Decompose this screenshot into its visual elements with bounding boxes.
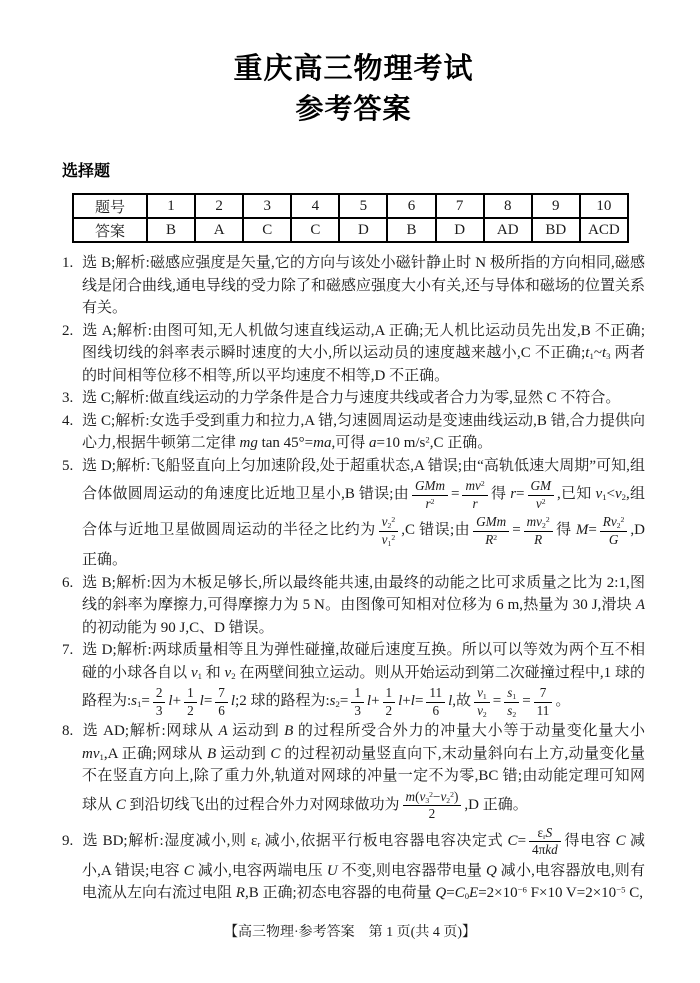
table-cell: 8 <box>484 194 532 218</box>
explanation-item <box>62 824 645 905</box>
explanation-item <box>62 455 645 572</box>
item-text: 选 D;解析:飞船竖直向上匀加速阶段,处于超重状态,A 错误;由“高轨低速大周期”可知,组合体做圆周运动的角速度比近地卫星小,B 错误;由 $\frac{\text{GMm}}{r^2}$ = $\frac{mv^2}{r}$ 得 r= $\frac{GM}{v^2}$ ,已知 $v_1<v_2$,组合体与近地卫星做圆周运动的半径之比约为 $\frac{v_2^2}{v_1^2}$ ,C 错误;由 $\frac{\text{GMm}}{R^2}$ = $\frac{mv_2^2}{R}$ 得 M= $\frac{Rv_2^2}{G}$ ,D 正确。 <box>82 457 645 568</box>
table-cell: 1 <box>147 194 195 218</box>
table-cell: D <box>339 218 387 242</box>
table-cell: A <box>195 218 243 242</box>
item-number: 9. <box>62 832 74 849</box>
answer-table-answer-row <box>73 218 628 242</box>
section-heading: 选择题 <box>62 163 111 180</box>
item-number: 3. <box>62 390 74 406</box>
explanation-item <box>62 320 645 388</box>
item-text: 选 D;解析:两球质量相等且为弹性碰撞,故碰后速度互换。所以可以等效为两个互不相碰的小球各自以 $v_1$ 和 $v_2$ 在两壁间独立运动。则从开始运动到第二次碰撞过程中,1 球的路程为$:s_1=$ $\frac{2}{3}$ l+ $\frac{1}{2}$ l= $\frac{7}{6}$ l;2 球的路程为$:s_2=$ $\frac{1}{3}$ l+ $\frac{1}{2}$ l+l= $\frac{11}{6}$ l,故 $\frac{v_1}{v_2}$ = $\frac{s_1}{s_2}$ = $\frac{7}{11}$ 。 <box>82 642 645 719</box>
table-cell: 3 <box>243 194 291 218</box>
item-number: 6. <box>62 574 74 591</box>
page-footer: 【高三物理·参考答案 第 1 页(共 4 页)】 <box>224 925 476 940</box>
page-title: 重庆高三物理考试 <box>233 53 474 85</box>
table-cell: 6 <box>387 194 435 218</box>
item-number: 7. <box>62 642 74 658</box>
item-text: 选 B;解析:磁感应强度是矢量,它的方向与该处小磁针静止时 N 极所指的方向相同,磁感线是闭合曲线,通电导线的受力除了和磁感应强度大小有关,还与导体和磁场的位置关系有关。 <box>82 255 645 316</box>
item-text: 选 AD;解析:网球从 A 运动到 B 的过程所受合外力的冲量大小等于动量变化量大小 $mv_1,A$ 正确;网球从 B 运动到 C 的过程初动量竖直向下,末动量斜向右上方,动量变化量不在竖直方向上,除了重力外,轨道对网球的冲量一定不为零,BC 错;由动能定理可知网球从 C 到沿切线飞出的过程合外力对网球做功为 $\frac{m(v_3^2-v_2^2)}{2}$ ,D 正确。 <box>82 723 645 821</box>
table-cell: D <box>436 218 484 242</box>
item-text: 选 A;解析:由图可知,无人机做匀速直线运动,A 正确;无人机比运动员先出发,B 不正确;图线切线的斜率表示瞬时速度的大小,所以运动员的速度越来越小,C 不正确$;t_1\sim t_3$ 两者的时间相等位移不相等,所以平均速度不相等,D 不正确。 <box>82 322 645 384</box>
item-number: 5. <box>62 457 74 474</box>
explanation-item <box>62 252 645 320</box>
item-number: 2. <box>62 322 74 339</box>
explanation-item <box>62 572 645 640</box>
table-cell: AD <box>484 218 532 242</box>
page-subtitle: 参考答案 <box>295 93 412 124</box>
table-cell: 答案 <box>73 218 147 242</box>
table-cell: 题号 <box>73 194 147 218</box>
table-cell: 10 <box>580 194 628 218</box>
answer-table <box>72 193 629 243</box>
table-cell: B <box>147 218 195 242</box>
explanation-item <box>62 410 645 455</box>
explanation-list <box>62 252 645 905</box>
table-cell: BD <box>532 218 580 242</box>
answer-table-question-row <box>73 194 628 218</box>
item-text: 选 C;解析:做直线运动的力学条件是合力与速度共线或者合力为零,显然 C 不符合。 <box>82 390 621 406</box>
item-number: 1. <box>62 255 74 271</box>
item-number: 4. <box>62 412 74 429</box>
table-cell: ACD <box>580 218 628 242</box>
explanation-item <box>62 387 645 410</box>
table-cell: 7 <box>436 194 484 218</box>
table-cell: 2 <box>195 194 243 218</box>
explanation-item <box>62 720 645 824</box>
explanation-item <box>62 639 645 720</box>
table-cell: 9 <box>532 194 580 218</box>
table-cell: B <box>387 218 435 242</box>
item-text: 选 B;解析:因为木板足够长,所以最终能共速,由最终的动能之比可求质量之比为 2:1,图线的斜率为摩擦力,可得摩擦力为 5 N。由图像可知相对位移为 6 m,热量为 30 J,滑块 A 的初动能为 90 J,C、D 错误。 <box>82 574 645 636</box>
item-text: 选 BD;解析:湿度减小,则 $\varepsilon_r$ 减小,依据平行板电容器电容决定式 C= $\frac{\varepsilon_rS}{\text{4πkd}}$ 得电容 C 减小,A 错误;电容 C 减小,电容两端电压 U 不变,则电容器带电量 Q 减小,电容器放电,则有电流从左向右流过电阻 R,B 正确;初态电容器的电荷量 $Q=C_0E=2\times 10^{-6}$ F×10 $V=2\times 10^{-5}$ C, <box>82 824 645 902</box>
item-number: 8. <box>62 723 74 739</box>
table-cell: C <box>291 218 339 242</box>
table-cell: 5 <box>339 194 387 218</box>
item-text: 选 C;解析:女选手受到重力和拉力,A 错,匀速圆周运动是变速曲线运动,B 错,合力提供向心力,根据牛顿第二定律 mg tan 45°=ma,可得 a=10 $m/s^2,C$ 正确。 <box>82 412 645 451</box>
table-cell: C <box>243 218 291 242</box>
table-cell: 4 <box>291 194 339 218</box>
